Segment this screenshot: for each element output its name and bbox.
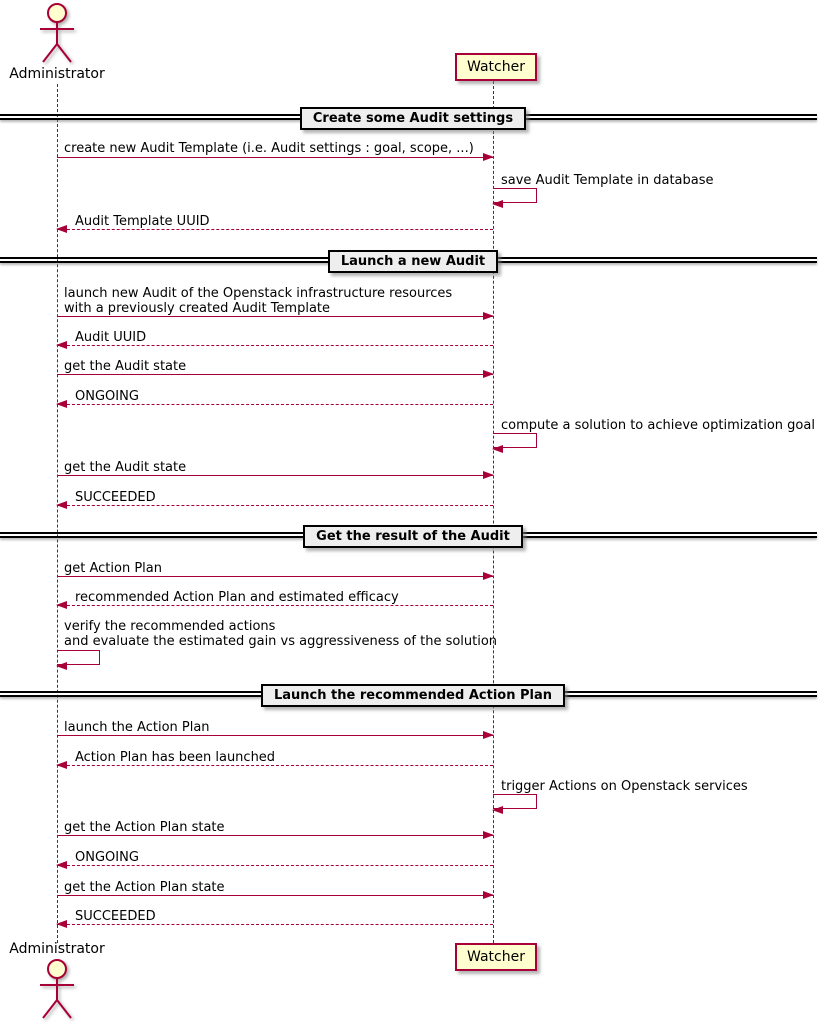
arrow-audit-uuid: [57, 345, 493, 346]
lifeline-watcher: [493, 81, 494, 943]
arrowhead-left-icon: [56, 861, 67, 869]
arrowhead-left-icon: [56, 761, 67, 769]
arrowhead-right-icon: [483, 370, 494, 378]
self-arrow-save-audit-template: [493, 188, 537, 203]
arrow-recommended-action-plan: [57, 605, 493, 606]
arrow-get-audit-state-1: [57, 374, 493, 375]
message-text-compute-solution: compute a solution to achieve optimization goal: [501, 418, 815, 433]
divider-get-result-of-audit: [0, 525, 826, 548]
administrator-label-bottom: Administrator: [9, 941, 105, 957]
arrowhead-left-icon: [56, 601, 67, 609]
divider-create-audit-settings: [0, 107, 826, 130]
watcher-participant-bottom: Watcher: [455, 943, 537, 971]
arrowhead-left-icon: [56, 400, 67, 408]
arrowhead-left-icon: [56, 920, 67, 928]
self-arrow-compute-solution: [493, 433, 537, 448]
message-text-get-audit-state-1: get the Audit state: [64, 359, 187, 374]
message-text-verify-actions-line2: and evaluate the estimated gain vs aggressiveness of the solution: [64, 634, 498, 649]
message-text-verify-actions-line1: verify the recommended actions: [64, 619, 276, 634]
message-text-save-audit-template: save Audit Template in database: [501, 173, 714, 188]
arrowhead-right-icon: [483, 731, 494, 739]
arrowhead-right-icon: [483, 153, 494, 161]
arrow-ongoing-1: [57, 404, 493, 405]
watcher-participant-top: Watcher: [455, 53, 537, 81]
arrowhead-left-icon: [56, 225, 67, 233]
arrow-succeeded-1: [57, 505, 493, 506]
arrowhead-right-icon: [483, 831, 494, 839]
arrowhead-left-icon: [492, 806, 503, 814]
arrow-succeeded-2: [57, 924, 493, 925]
arrowhead-left-icon: [56, 662, 67, 670]
message-text-get-action-plan-state-1: get the Action Plan state: [64, 820, 225, 835]
message-text-create-audit-template: create new Audit Template (i.e. Audit settings : goal, scope, ...): [64, 141, 474, 156]
self-arrow-verify-actions: [57, 650, 100, 665]
arrow-get-audit-state-2: [57, 475, 493, 476]
arrowhead-left-icon: [56, 501, 67, 509]
divider-label: Get the result of the Audit: [303, 525, 523, 548]
arrow-audit-template-uuid: [57, 229, 493, 230]
arrow-get-action-plan-state-1: [57, 835, 493, 836]
arrow-launch-action-plan: [57, 735, 493, 736]
arrow-get-action-plan-state-2: [57, 895, 493, 896]
message-text-audit-template-uuid: Audit Template UUID: [75, 214, 210, 229]
message-text-launch-new-audit-line1: launch new Audit of the Openstack infrastructure resources: [64, 286, 453, 301]
arrowhead-left-icon: [492, 200, 503, 208]
arrow-ongoing-2: [57, 865, 493, 866]
message-text-get-action-plan-state-2: get the Action Plan state: [64, 880, 225, 895]
arrowhead-left-icon: [492, 445, 503, 453]
arrowhead-right-icon: [483, 891, 494, 899]
message-text-launch-action-plan: launch the Action Plan: [64, 720, 210, 735]
arrow-action-plan-launched: [57, 765, 493, 766]
divider-launch-recommended-action-plan: [0, 684, 826, 707]
administrator-actor-icon: [33, 958, 81, 1022]
message-text-trigger-actions: trigger Actions on Openstack services: [501, 779, 748, 794]
divider-label: Launch a new Audit: [328, 250, 498, 273]
arrow-create-audit-template: [57, 157, 493, 158]
divider-launch-new-audit: [0, 250, 826, 273]
self-arrow-trigger-actions: [493, 794, 537, 809]
message-text-ongoing-2: ONGOING: [75, 850, 139, 865]
arrowhead-left-icon: [56, 341, 67, 349]
message-text-succeeded-2: SUCCEEDED: [75, 909, 156, 924]
message-text-action-plan-launched: Action Plan has been launched: [75, 750, 276, 765]
arrowhead-right-icon: [483, 471, 494, 479]
lifeline-administrator: [57, 84, 58, 943]
message-text-succeeded-1: SUCCEEDED: [75, 490, 156, 505]
administrator-label-top: Administrator: [9, 66, 105, 82]
message-text-ongoing-1: ONGOING: [75, 389, 139, 404]
divider-label: Launch the recommended Action Plan: [261, 684, 565, 707]
message-text-get-audit-state-2: get the Audit state: [64, 460, 187, 475]
administrator-actor-icon: [33, 2, 81, 66]
divider-label: Create some Audit settings: [300, 107, 526, 130]
arrowhead-right-icon: [483, 572, 494, 580]
arrowhead-right-icon: [483, 312, 494, 320]
message-text-audit-uuid: Audit UUID: [75, 330, 147, 345]
message-text-launch-new-audit-line2: with a previously created Audit Template: [64, 301, 331, 316]
arrow-get-action-plan: [57, 576, 493, 577]
message-text-get-action-plan: get Action Plan: [64, 561, 162, 576]
message-text-recommended-action-plan: recommended Action Plan and estimated efficacy: [75, 590, 399, 605]
arrow-launch-new-audit: [57, 316, 493, 317]
